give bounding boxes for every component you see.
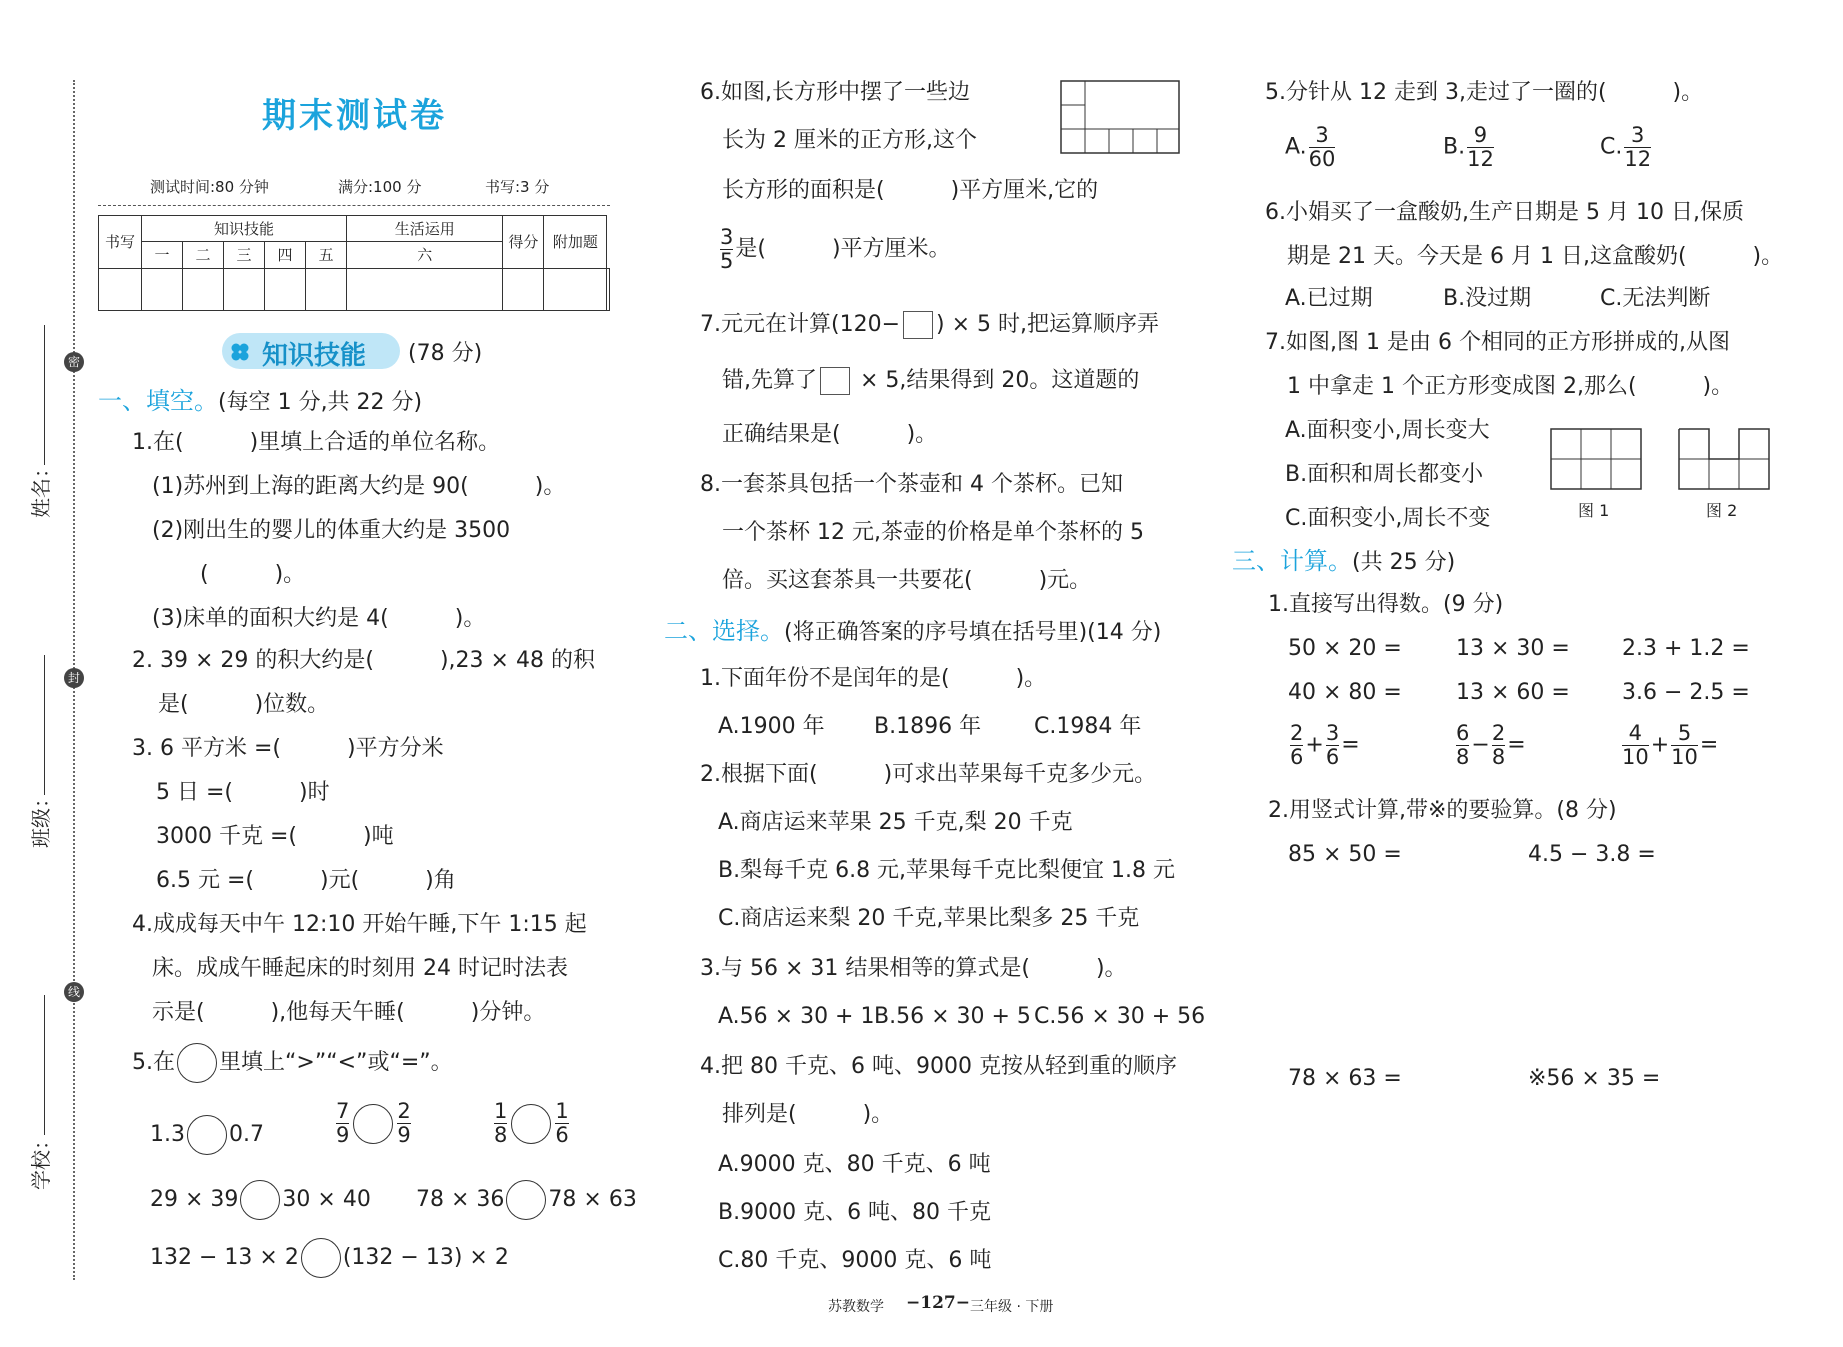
choice-7C[interactable]: C.面积变小,周长不变 <box>1285 506 1491 531</box>
compare-2: $\frac{7}{9}$ $\frac{2}{9}$ <box>336 1099 411 1147</box>
expr: 13 × 30 = <box>1456 636 1570 661</box>
choice-1a[interactable]: A.1900 年 <box>718 714 825 739</box>
score-cell[interactable] <box>224 268 265 310</box>
compare-circle[interactable] <box>240 1180 280 1220</box>
vert-expr: 78 × 63 = <box>1288 1066 1402 1091</box>
q4b: 床。成成午睡起床的时刻用 24 时记时法表 <box>152 956 568 981</box>
q1-1: (1)苏州到上海的距离大约是 90( )。 <box>152 474 566 499</box>
q1-3: (3)床单的面积大约是 4( )。 <box>152 606 486 631</box>
compare-6: 132 − 13 × 2 (132 − 13) × 2 <box>150 1238 509 1278</box>
choice-5b[interactable]: B. $\frac{9}{12}$ <box>1443 123 1494 171</box>
school-label: 学校： <box>29 1130 53 1190</box>
class-field[interactable] <box>44 655 45 795</box>
score-cell[interactable] <box>142 268 183 310</box>
score-cell[interactable] <box>99 268 142 310</box>
q1: 1.在( )里填上合适的单位名称。 <box>132 430 501 455</box>
q3c: 3000 千克 =( )吨 <box>156 824 394 849</box>
q1-2: (2)刚出生的婴儿的体重大约是 3500 <box>152 518 511 543</box>
choice-2b[interactable]: B.梨每千克 6.8 元,苹果每千克比梨便宜 1.8 元 <box>718 858 1176 883</box>
choice-1b[interactable]: B.1896 年 <box>874 714 982 739</box>
blank-box[interactable] <box>903 311 933 339</box>
q6e: $\frac{3}{5}$ 是( )平方厘米。 <box>720 225 951 273</box>
choice-2c[interactable]: C.商店运来梨 20 千克,苹果比梨多 25 千克 <box>718 906 1140 931</box>
class-label: 班级： <box>29 788 53 848</box>
choice-4: 4.把 80 千克、6 吨、9000 克按从轻到重的顺序 <box>700 1054 1177 1079</box>
choice-6C[interactable]: C.无法判断 <box>1600 286 1711 311</box>
score-col: 六 <box>347 242 503 268</box>
expr: 3.6 − 2.5 = <box>1622 680 1750 705</box>
compare-circle[interactable] <box>511 1104 551 1144</box>
score-writing: 书写 <box>99 216 142 269</box>
q5: 5.在 里填上“>”“<”或“=”。 <box>132 1043 453 1083</box>
choice-6a: 6.小娟买了一盒酸奶,生产日期是 5 月 10 日,保质 <box>1265 200 1744 225</box>
score-total: 得分 <box>503 216 544 269</box>
choice-5c[interactable]: C. $\frac{3}{12}$ <box>1600 123 1652 171</box>
section-3-heading: 三、计算。(共 25 分) <box>1232 547 1456 575</box>
header-divider <box>98 205 610 206</box>
frac-expr: $\frac{6}{8}$ − $\frac{2}{8}$ = <box>1456 721 1526 769</box>
expr: 13 × 60 = <box>1456 680 1570 705</box>
choice-7b: 1 中拿走 1 个正方形变成图 2,那么( )。 <box>1287 374 1734 399</box>
section-1-heading: 一、填空。(每空 1 分,共 22 分) <box>98 387 423 415</box>
q7b: 错,先算了 × 5,结果得到 20。这道题的 <box>722 368 1140 393</box>
footer-left: 苏教数学 <box>828 1299 884 1315</box>
score-cell[interactable] <box>265 268 306 310</box>
choice-1c[interactable]: C.1984 年 <box>1034 714 1142 739</box>
rectangle-figure <box>1060 80 1180 158</box>
section-badge-points: (78 分) <box>408 341 483 366</box>
choice-4A[interactable]: A.9000 克、80 千克、6 吨 <box>718 1152 991 1177</box>
frac-expr: $\frac{2}{6}$ + $\frac{3}{6}$ = <box>1290 721 1360 769</box>
score-col: 五 <box>306 242 347 268</box>
choice-3b[interactable]: B.56 × 30 + 5 <box>874 1004 1031 1029</box>
seal-mi: 密 <box>64 352 84 372</box>
writing-score: 书写:3 分 <box>485 178 550 196</box>
choice-4C[interactable]: C.80 千克、9000 克、6 吨 <box>718 1248 992 1273</box>
full-score: 满分:100 分 <box>338 178 422 196</box>
q6a: 6.如图,长方形中摆了一些边 <box>700 80 970 105</box>
calc-1: 1.直接写出得数。(9 分) <box>1268 592 1504 617</box>
score-cell[interactable] <box>607 268 610 310</box>
section-2-heading: 二、选择。(将正确答案的序号填在括号里)(14 分) <box>664 617 1162 645</box>
compare-4: 29 × 39 30 × 40 <box>150 1180 371 1220</box>
expr: 50 × 20 = <box>1288 636 1402 661</box>
choice-5: 5.分针从 12 走到 3,走过了一圈的( )。 <box>1265 80 1704 105</box>
vert-expr: ※56 × 35 = <box>1528 1066 1661 1091</box>
compare-circle[interactable] <box>187 1115 227 1155</box>
choice-3: 3.与 56 × 31 结果相等的算式是( )。 <box>700 956 1127 981</box>
choice-2: 2.根据下面( )可求出苹果每千克多少元。 <box>700 762 1157 787</box>
score-knowledge: 知识技能 <box>142 216 347 242</box>
figure-1-label: 图 1 <box>1578 501 1610 520</box>
compare-1: 1.3 0.7 <box>150 1115 264 1155</box>
expr: 40 × 80 = <box>1288 680 1402 705</box>
choice-7A[interactable]: A.面积变小,周长变大 <box>1285 418 1490 443</box>
q3d: 6.5 元 =( )元( )角 <box>156 868 456 893</box>
score-table <box>98 215 610 311</box>
score-cell[interactable] <box>306 268 347 310</box>
frac-expr: $\frac{4}{10}$ + $\frac{5}{10}$ = <box>1622 721 1719 769</box>
q8c: 倍。买这套茶具一共要花( )元。 <box>722 568 1092 593</box>
score-cell[interactable] <box>183 268 224 310</box>
test-time: 测试时间:80 分钟 <box>150 178 269 196</box>
q3: 3. 6 平方米 =( )平方分米 <box>132 736 444 761</box>
score-col: 三 <box>224 242 265 268</box>
choice-6A[interactable]: A.已过期 <box>1285 286 1373 311</box>
q2b: 是( )位数。 <box>158 692 330 717</box>
page-number: −127− <box>906 1293 970 1313</box>
choice-3c[interactable]: C.56 × 30 + 56 <box>1034 1004 1206 1029</box>
score-cell[interactable] <box>544 268 607 310</box>
choice-7a: 7.如图,图 1 是由 6 个相同的正方形拼成的,从图 <box>1265 330 1730 355</box>
q8b: 一个茶杯 12 元,茶壶的价格是单个茶杯的 5 <box>722 520 1144 545</box>
compare-3: $\frac{1}{8}$ $\frac{1}{6}$ <box>494 1099 569 1147</box>
score-cell[interactable] <box>503 268 544 310</box>
figure-2 <box>1678 428 1770 494</box>
choice-4B[interactable]: B.9000 克、6 吨、80 千克 <box>718 1200 992 1225</box>
calc-2: 2.用竖式计算,带※的要验算。(8 分) <box>1268 798 1617 823</box>
figure-1 <box>1550 428 1642 494</box>
choice-6B[interactable]: B.没过期 <box>1443 286 1532 311</box>
choice-4b: 排列是( )。 <box>722 1102 894 1127</box>
q7c: 正确结果是( )。 <box>722 422 938 447</box>
clover-icon <box>230 342 250 362</box>
name-label: 姓名： <box>29 458 53 518</box>
choice-3a[interactable]: A.56 × 30 + 1 <box>718 1004 875 1029</box>
page-title: 期末测试卷 <box>262 96 447 136</box>
seal-xian: 线 <box>64 982 84 1002</box>
expr: 2.3 + 1.2 = <box>1622 636 1750 661</box>
choice-1: 1.下面年份不是闰年的是( )。 <box>700 666 1047 691</box>
section-badge <box>222 333 400 369</box>
score-bonus: 附加题 <box>544 216 607 269</box>
choice-5a[interactable]: A. $\frac{3}{60}$ <box>1285 123 1336 171</box>
score-col: 二 <box>183 242 224 268</box>
choice-2a[interactable]: A.商店运来苹果 25 千克,梨 20 千克 <box>718 810 1073 835</box>
q6b: 长为 2 厘米的正方形,这个 <box>722 128 977 153</box>
q7a: 7.元元在计算(120− ) × 5 时,把运算顺序弄 <box>700 312 1159 337</box>
score-col: 一 <box>142 242 183 268</box>
q4c: 示是( ),他每天午睡( )分钟。 <box>152 1000 546 1025</box>
q4: 4.成成每天中午 12:10 开始午睡,下午 1:15 起 <box>132 912 587 937</box>
name-field[interactable] <box>44 325 45 465</box>
seal-feng: 封 <box>64 668 84 688</box>
score-cell[interactable] <box>347 268 503 310</box>
compare-circle[interactable] <box>506 1180 546 1220</box>
figure-2-label: 图 2 <box>1706 501 1738 520</box>
q8a: 8.一套茶具包括一个茶壶和 4 个茶杯。已知 <box>700 472 1123 497</box>
section-badge-label: 知识技能 <box>262 341 367 371</box>
footer-right: 三年级 · 下册 <box>970 1299 1054 1315</box>
choice-7B[interactable]: B.面积和周长都变小 <box>1285 462 1484 487</box>
compare-circle[interactable] <box>301 1238 341 1278</box>
q2: 2. 39 × 29 的积大约是( ),23 × 48 的积 <box>132 648 595 673</box>
compare-circle[interactable] <box>353 1104 393 1144</box>
q1-2b: ( )。 <box>200 562 306 587</box>
score-life: 生活运用 <box>347 216 503 242</box>
vert-expr: 85 × 50 = <box>1288 842 1402 867</box>
q3b: 5 日 =( )时 <box>156 780 330 805</box>
compare-5: 78 × 36 78 × 63 <box>416 1180 637 1220</box>
q6c: 长方形的面积是( )平方厘米,它的 <box>722 178 1099 203</box>
school-field[interactable] <box>44 995 45 1135</box>
score-col: 四 <box>265 242 306 268</box>
vert-expr: 4.5 − 3.8 = <box>1528 842 1656 867</box>
blank-box[interactable] <box>820 367 850 395</box>
choice-6b: 期是 21 天。今天是 6 月 1 日,这盒酸奶( )。 <box>1287 244 1784 269</box>
compare-circle[interactable] <box>177 1043 217 1083</box>
